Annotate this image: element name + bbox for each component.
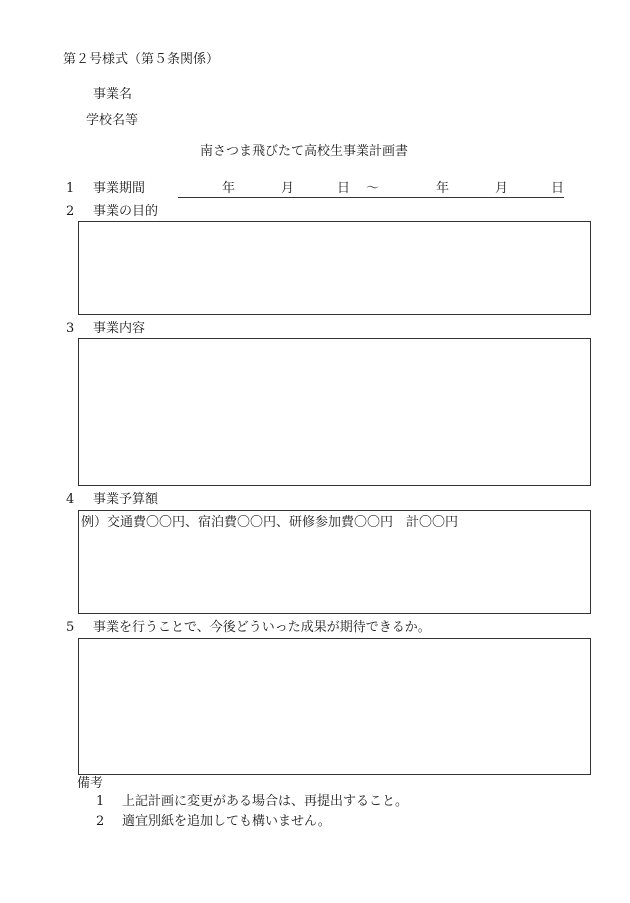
form-number: 第２号様式（第５条関係） [63,52,220,67]
start-month-label: 月 [281,181,295,196]
start-day-label: 日 [337,181,351,196]
section-5-label: 事業を行うことで、今後どういった成果が期待できるか。 [93,620,431,635]
remark-2-text: 適宜別紙を追加しても構いません。 [122,814,331,829]
section-3-number: 3 [66,321,75,336]
content-box[interactable] [78,338,591,486]
section-2-label: 事業の目的 [93,204,159,219]
school-name-label: 学校名等 [86,113,139,128]
expected-results-box[interactable] [78,638,591,775]
remark-2-number: 2 [96,814,105,829]
section-1-number: 1 [66,181,75,196]
end-year-label: 年 [436,181,450,196]
remark-1-text: 上記計画に変更がある場合は、再提出すること。 [122,794,409,809]
budget-example-text: 例）交通費〇〇円、宿泊費〇〇円、研修参加費〇〇円 計〇〇円 [81,515,459,530]
end-day-label: 日 [551,181,565,196]
section-1-label: 事業期間 [93,181,146,196]
remarks-heading: 備考 [77,776,104,791]
purpose-box[interactable] [78,221,591,315]
section-4-number: 4 [66,492,75,507]
start-year-label: 年 [222,181,236,196]
business-name-label: 事業名 [93,87,133,102]
remark-1-number: 1 [96,794,105,809]
period-tilde: ～ [366,181,380,196]
section-4-label: 事業予算額 [93,492,159,507]
section-3-label: 事業内容 [93,321,146,336]
page-title: 南さつま飛びたて高校生事業計画書 [200,144,409,159]
end-month-label: 月 [495,181,509,196]
budget-box[interactable] [78,510,591,614]
section-5-number: 5 [66,620,75,635]
section-2-number: 2 [66,204,75,219]
period-underline [178,197,564,198]
